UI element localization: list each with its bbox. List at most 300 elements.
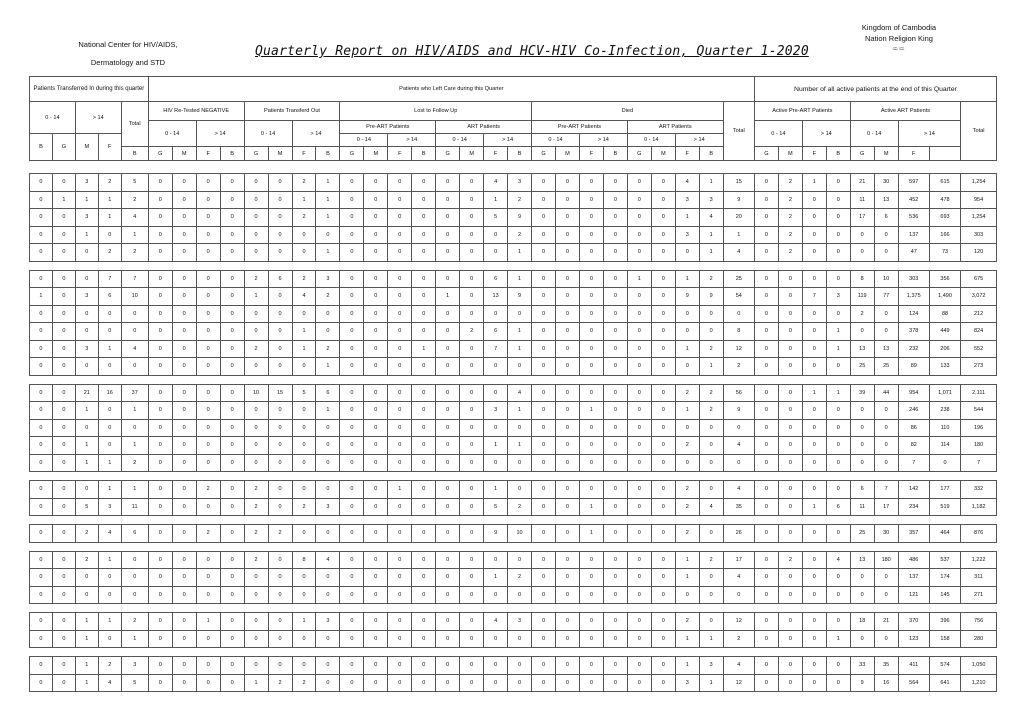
table-cell: 280 — [961, 630, 997, 648]
table-cell: 1 — [826, 323, 850, 341]
table-cell: 0 — [555, 174, 579, 192]
table-cell: 0 — [484, 551, 508, 569]
table-cell: 0 — [874, 402, 898, 420]
table-cell: 0 — [364, 209, 388, 227]
table-cell: 0 — [802, 402, 826, 420]
group-separator — [30, 648, 997, 657]
table-cell: 0 — [196, 437, 220, 455]
table-cell: 0 — [826, 402, 850, 420]
table-cell: 0 — [292, 402, 316, 420]
table-cell: 641 — [929, 674, 960, 692]
table-cell: 0 — [244, 419, 268, 437]
table-cell: 54 — [723, 288, 754, 306]
table-cell: 0 — [220, 358, 244, 376]
table-cell: 0 — [874, 244, 898, 262]
table-cell: 0 — [579, 481, 603, 499]
table-cell: 1 — [508, 270, 532, 288]
table-cell: 0 — [268, 209, 292, 227]
table-cell: 0 — [244, 437, 268, 455]
table-cell: 0 — [388, 569, 412, 587]
table-cell: 0 — [172, 419, 196, 437]
table-cell: 0 — [364, 454, 388, 472]
table-cell: 0 — [196, 209, 220, 227]
table-cell: 0 — [121, 358, 148, 376]
th-sex-age-b: B — [220, 147, 244, 161]
table-cell: 0 — [412, 586, 436, 604]
table-cell: 18 — [850, 613, 874, 631]
th-sex-age-g: G — [244, 147, 268, 161]
table-cell: 2 — [778, 209, 802, 227]
table-cell: 0 — [220, 498, 244, 516]
table-cell: 0 — [802, 613, 826, 631]
table-cell: 0 — [484, 674, 508, 692]
table-cell: 332 — [961, 481, 997, 499]
table-cell: 2 — [244, 525, 268, 543]
table-cell: 0 — [268, 437, 292, 455]
table-row — [30, 454, 997, 472]
table-cell: 0 — [802, 244, 826, 262]
table-cell: 0 — [675, 244, 699, 262]
table-cell: 0 — [460, 340, 484, 358]
table-cell: 0 — [148, 323, 172, 341]
table-cell: 2 — [292, 498, 316, 516]
table-cell: 0 — [172, 569, 196, 587]
table-cell: 0 — [675, 305, 699, 323]
table-cell: 1,254 — [961, 174, 997, 192]
table-cell: 0 — [484, 630, 508, 648]
th-active-total: Total — [961, 102, 997, 161]
table-cell: 12 — [723, 674, 754, 692]
th-sex-age-m: M — [778, 147, 802, 161]
table-cell: 0 — [460, 305, 484, 323]
th-sex-age-g: G — [148, 147, 172, 161]
table-cell: 0 — [436, 569, 460, 587]
table-cell: 0 — [388, 226, 412, 244]
table-cell: 0 — [874, 630, 898, 648]
org-name-line2: Dermatology and STD — [90, 58, 166, 67]
table-cell: 0 — [436, 191, 460, 209]
table-cell: 0 — [412, 358, 436, 376]
table-cell: 0 — [30, 586, 53, 604]
table-cell: 110 — [929, 419, 960, 437]
table-row — [30, 209, 997, 227]
table-cell: 0 — [603, 288, 627, 306]
table-cell: 1 — [121, 402, 148, 420]
table-cell: 1 — [484, 569, 508, 587]
table-cell: 0 — [699, 454, 723, 472]
table-cell: 8 — [850, 270, 874, 288]
table-cell: 119 — [850, 288, 874, 306]
country-name: Kingdom of Cambodia — [861, 23, 937, 32]
table-cell: 73 — [929, 244, 960, 262]
table-cell: 1 — [699, 244, 723, 262]
th-in-F: F — [98, 134, 121, 161]
table-cell: 0 — [778, 613, 802, 631]
table-cell: 1 — [316, 244, 340, 262]
table-cell: 2 — [699, 270, 723, 288]
table-cell: 1 — [316, 209, 340, 227]
table-cell: 0 — [555, 454, 579, 472]
table-cell: 0 — [364, 305, 388, 323]
table-cell: 0 — [30, 226, 53, 244]
table-cell: 378 — [898, 323, 929, 341]
table-cell: 0 — [508, 454, 532, 472]
table-cell: 0 — [340, 288, 364, 306]
table-cell: 0 — [412, 569, 436, 587]
table-cell: 0 — [52, 437, 75, 455]
table-cell: 0 — [148, 481, 172, 499]
table-cell: 0 — [364, 402, 388, 420]
table-cell: 2 — [244, 551, 268, 569]
table-cell: 1,182 — [961, 498, 997, 516]
table-cell: 0 — [364, 288, 388, 306]
table-cell: 1 — [316, 358, 340, 376]
th-transferred-in: Patients Transferred In during this quarter — [30, 77, 149, 102]
table-cell: 9 — [723, 191, 754, 209]
table-cell: 2 — [778, 244, 802, 262]
table-cell: 0 — [508, 419, 532, 437]
table-cell: 0 — [52, 226, 75, 244]
table-cell: 0 — [412, 305, 436, 323]
table-cell: 0 — [778, 454, 802, 472]
table-cell: 0 — [484, 244, 508, 262]
table-cell: 0 — [364, 270, 388, 288]
table-cell: 0 — [651, 569, 675, 587]
table-cell: 0 — [874, 586, 898, 604]
table-cell: 0 — [268, 630, 292, 648]
table-cell: 0 — [579, 657, 603, 675]
table-cell: 0 — [75, 244, 98, 262]
table-cell: 0 — [627, 191, 651, 209]
table-cell: 0 — [603, 402, 627, 420]
table-cell: 0 — [220, 209, 244, 227]
table-cell: 0 — [244, 174, 268, 192]
table-cell: 0 — [30, 358, 53, 376]
table-cell: 0 — [340, 174, 364, 192]
table-cell: 0 — [52, 481, 75, 499]
table-cell: 0 — [220, 551, 244, 569]
table-cell: 9 — [508, 288, 532, 306]
table-cell: 0 — [121, 419, 148, 437]
table-cell: 0 — [412, 630, 436, 648]
table-cell: 0 — [388, 209, 412, 227]
table-cell: 0 — [675, 454, 699, 472]
table-cell: 0 — [555, 209, 579, 227]
table-cell: 6 — [98, 288, 121, 306]
table-cell: 0 — [30, 384, 53, 402]
table-row — [30, 481, 997, 499]
th-la-0-14: 0 - 14 — [436, 134, 484, 147]
table-cell: 0 — [436, 674, 460, 692]
table-cell: 0 — [412, 657, 436, 675]
table-cell: 0 — [268, 481, 292, 499]
table-cell: 0 — [651, 454, 675, 472]
table-cell: 0 — [802, 419, 826, 437]
table-cell: 0 — [651, 340, 675, 358]
table-cell: 0 — [148, 402, 172, 420]
table-cell: 35 — [874, 657, 898, 675]
table-cell: 0 — [603, 586, 627, 604]
table-cell: 449 — [929, 323, 960, 341]
th-in-M: M — [75, 134, 98, 161]
table-cell: 3 — [508, 613, 532, 631]
table-cell: 0 — [30, 244, 53, 262]
table-cell: 1 — [579, 525, 603, 543]
table-cell: 4 — [723, 481, 754, 499]
table-cell: 238 — [929, 402, 960, 420]
table-cell: 0 — [98, 419, 121, 437]
table-cell: 0 — [30, 613, 53, 631]
table-cell: 0 — [52, 674, 75, 692]
table-cell: 0 — [172, 288, 196, 306]
table-cell: 7 — [961, 454, 997, 472]
table-cell: 0 — [508, 586, 532, 604]
table-cell: 0 — [778, 384, 802, 402]
table-cell: 0 — [196, 340, 220, 358]
table-cell: 2 — [316, 340, 340, 358]
table-cell: 21 — [850, 174, 874, 192]
table-cell: 0 — [220, 191, 244, 209]
table-cell: 0 — [364, 674, 388, 692]
table-cell: 0 — [651, 358, 675, 376]
table-cell: 6 — [850, 481, 874, 499]
table-cell: 11 — [850, 498, 874, 516]
table-cell: 0 — [579, 305, 603, 323]
table-cell: 0 — [651, 419, 675, 437]
table-cell: 5 — [484, 498, 508, 516]
table-cell: 0 — [436, 340, 460, 358]
table-cell: 5 — [75, 498, 98, 516]
table-cell: 17 — [850, 209, 874, 227]
table-cell: 3 — [484, 402, 508, 420]
table-cell: 2 — [98, 244, 121, 262]
table-cell: 0 — [268, 358, 292, 376]
table-cell: 0 — [172, 613, 196, 631]
table-cell: 234 — [898, 498, 929, 516]
table-cell: 0 — [754, 657, 778, 675]
table-cell: 1 — [508, 340, 532, 358]
table-cell: 0 — [802, 674, 826, 692]
table-cell: 0 — [532, 419, 556, 437]
table-cell: 0 — [52, 551, 75, 569]
table-cell: 1 — [121, 226, 148, 244]
table-cell: 2 — [675, 498, 699, 516]
table-cell: 0 — [148, 305, 172, 323]
table-cell: 0 — [603, 305, 627, 323]
table-cell: 0 — [52, 498, 75, 516]
table-cell: 0 — [98, 402, 121, 420]
table-cell: 0 — [460, 437, 484, 455]
table-cell: 0 — [532, 613, 556, 631]
table-cell: 0 — [316, 437, 340, 455]
table-cell: 0 — [172, 481, 196, 499]
table-cell: 0 — [555, 323, 579, 341]
table-cell: 0 — [651, 226, 675, 244]
table-cell: 1 — [484, 191, 508, 209]
table-cell: 0 — [412, 270, 436, 288]
table-cell: 4 — [121, 209, 148, 227]
th-in-total: Total — [121, 102, 148, 147]
table-cell: 0 — [436, 498, 460, 516]
th-lost: Lost to Follow Up — [340, 102, 532, 121]
table-cell: 232 — [898, 340, 929, 358]
table-row — [30, 437, 997, 455]
th-sex-age-m: M — [364, 147, 388, 161]
table-cell: 2 — [460, 323, 484, 341]
table-cell: 0 — [699, 419, 723, 437]
table-cell: 0 — [75, 323, 98, 341]
table-cell: 137 — [898, 226, 929, 244]
table-cell: 4 — [699, 209, 723, 227]
table-cell: 1 — [675, 551, 699, 569]
table-cell: 876 — [961, 525, 997, 543]
table-cell: 0 — [651, 481, 675, 499]
table-cell: 0 — [121, 569, 148, 587]
table-cell: 0 — [148, 498, 172, 516]
table-cell: 0 — [364, 569, 388, 587]
table-cell: 0 — [460, 569, 484, 587]
table-cell: 0 — [802, 657, 826, 675]
table-cell: 4 — [98, 674, 121, 692]
table-cell: 0 — [30, 191, 53, 209]
table-cell: 0 — [30, 270, 53, 288]
table-cell: 77 — [874, 288, 898, 306]
table-cell: 16 — [98, 384, 121, 402]
th-sex-age-b: B — [603, 147, 627, 161]
th-ap-0-14: 0 - 14 — [754, 121, 802, 147]
table-cell: 0 — [292, 358, 316, 376]
table-cell: 0 — [627, 305, 651, 323]
table-cell: 0 — [196, 551, 220, 569]
table-cell: 1 — [292, 340, 316, 358]
table-cell: 0 — [388, 340, 412, 358]
table-cell: 0 — [412, 323, 436, 341]
table-cell: 0 — [532, 174, 556, 192]
table-cell: 2 — [778, 226, 802, 244]
table-cell: 3,072 — [961, 288, 997, 306]
separator-cell — [30, 261, 997, 270]
table-cell: 0 — [340, 498, 364, 516]
table-cell: 3 — [675, 674, 699, 692]
th-sex-age-g: G — [340, 147, 364, 161]
table-cell: 0 — [292, 419, 316, 437]
table-cell: 0 — [268, 305, 292, 323]
table-cell: 2 — [292, 674, 316, 692]
table-cell: 0 — [555, 358, 579, 376]
th-sex-age-g: G — [436, 147, 460, 161]
table-cell: 0 — [826, 437, 850, 455]
table-cell: 33 — [850, 657, 874, 675]
table-cell: 0 — [244, 323, 268, 341]
table-cell: 2 — [121, 454, 148, 472]
table-cell: 0 — [579, 551, 603, 569]
table-cell: 0 — [579, 454, 603, 472]
table-row — [30, 674, 997, 692]
table-cell: 0 — [555, 630, 579, 648]
table-cell: 0 — [244, 657, 268, 675]
group-separator — [30, 542, 997, 551]
table-cell: 0 — [627, 209, 651, 227]
table-cell: 0 — [579, 244, 603, 262]
table-cell: 1 — [75, 630, 98, 648]
table-row — [30, 586, 997, 604]
table-cell: 0 — [699, 305, 723, 323]
table-cell: 0 — [579, 209, 603, 227]
table-cell: 86 — [898, 419, 929, 437]
table-cell: 0 — [603, 209, 627, 227]
table-cell: 0 — [555, 569, 579, 587]
table-cell: 88 — [929, 305, 960, 323]
table-cell: 4 — [98, 525, 121, 543]
table-cell: 0 — [75, 569, 98, 587]
table-cell: 0 — [484, 305, 508, 323]
table-cell: 0 — [436, 226, 460, 244]
table-cell: 0 — [532, 323, 556, 341]
table-cell: 0 — [850, 402, 874, 420]
table-cell: 6 — [826, 498, 850, 516]
th-sex-age-g: G — [627, 147, 651, 161]
table-cell: 0 — [52, 358, 75, 376]
table-cell: 0 — [778, 674, 802, 692]
th-sex-age-f: F — [675, 147, 699, 161]
table-cell: 25 — [850, 525, 874, 543]
table-cell: 0 — [778, 305, 802, 323]
table-cell: 0 — [651, 437, 675, 455]
table-cell: 5 — [121, 174, 148, 192]
group-separator — [30, 516, 997, 525]
table-cell: 0 — [52, 174, 75, 192]
table-cell: 15 — [268, 384, 292, 402]
table-cell: 0 — [30, 657, 53, 675]
table-cell: 0 — [340, 226, 364, 244]
table-cell: 2 — [196, 481, 220, 499]
table-row — [30, 323, 997, 341]
table-cell: 0 — [555, 674, 579, 692]
table-cell: 0 — [364, 657, 388, 675]
table-cell: 0 — [651, 209, 675, 227]
table-cell: 0 — [555, 657, 579, 675]
separator-cell — [30, 604, 997, 613]
th-died-art: ART Patients — [627, 121, 723, 134]
table-cell: 0 — [292, 657, 316, 675]
table-cell: 0 — [98, 630, 121, 648]
table-cell: 0 — [121, 586, 148, 604]
table-cell: 0 — [148, 630, 172, 648]
table-row — [30, 174, 997, 192]
table-cell: 0 — [268, 419, 292, 437]
table-cell: 3 — [699, 191, 723, 209]
table-cell: 0 — [52, 525, 75, 543]
table-cell: 0 — [460, 613, 484, 631]
table-cell: 0 — [98, 586, 121, 604]
table-cell: 6 — [484, 270, 508, 288]
table-cell: 0 — [98, 323, 121, 341]
table-cell: 47 — [898, 244, 929, 262]
table-cell: 9 — [484, 525, 508, 543]
table-cell: 1 — [484, 481, 508, 499]
table-cell: 0 — [436, 481, 460, 499]
table-cell: 0 — [30, 340, 53, 358]
table-cell: 0 — [460, 209, 484, 227]
table-cell: 1,210 — [961, 674, 997, 692]
table-cell: 0 — [508, 358, 532, 376]
table-cell: 615 — [929, 174, 960, 192]
table-cell: 1 — [675, 630, 699, 648]
table-cell: 0 — [220, 437, 244, 455]
th-sex-age-b: B — [316, 147, 340, 161]
table-cell: 0 — [340, 613, 364, 631]
table-cell: 15 — [723, 174, 754, 192]
